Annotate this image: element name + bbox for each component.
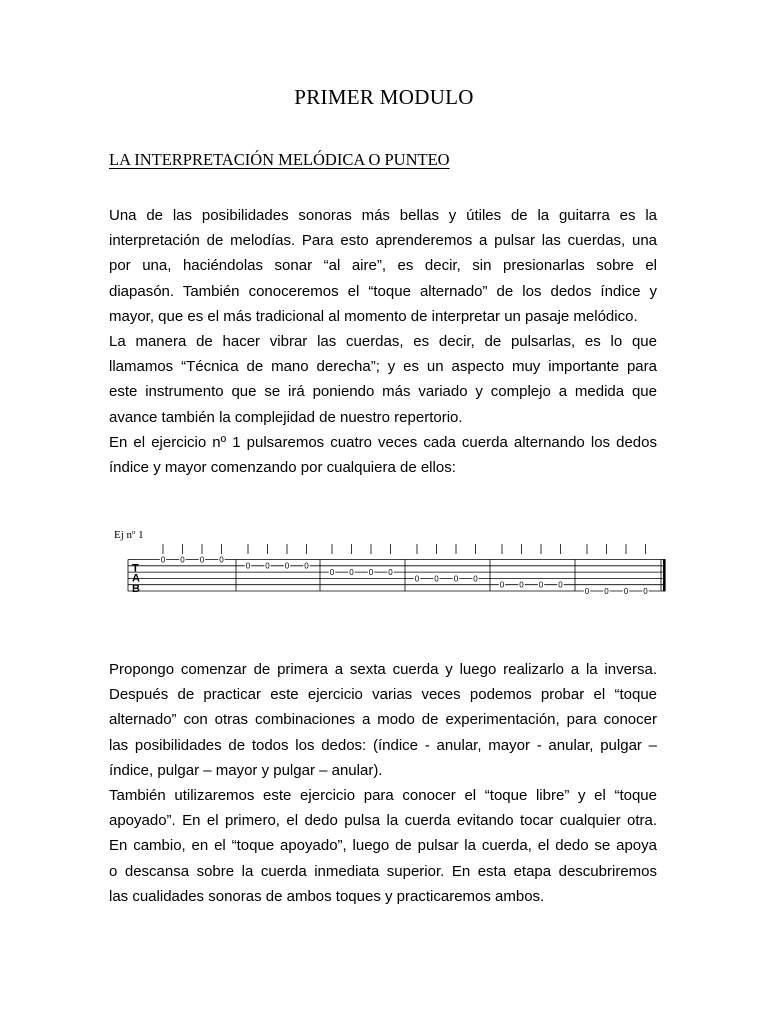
- fret-number: 0: [219, 555, 224, 565]
- text-line: También utilizaremos este ejercicio para conocer el “toque libre” y el “toque: [109, 786, 657, 804]
- exercise-label: Ej nº 1: [114, 529, 144, 541]
- fret-number: 0: [643, 586, 648, 596]
- fret-number: 0: [349, 568, 354, 577]
- fret-number: 0: [388, 568, 393, 577]
- fret-number: 0: [453, 574, 459, 584]
- tab-letter-b: B: [132, 583, 140, 595]
- text-line: interpretación de melodías. Para esto aprenderemos a pulsar las cuerdas, una: [109, 232, 657, 250]
- fret-number: 0: [473, 574, 478, 584]
- fret-number: 0: [538, 580, 544, 590]
- text-line: Propongo comenzar de primera a sexta cuerda y luego realizarlo a la inversa.: [109, 661, 657, 678]
- text-line: las cualidades sonoras de ambos toques y practicaremos ambos.: [109, 887, 545, 905]
- final-barline-thick: [663, 559, 666, 591]
- text-line: Después de practicar este ejercicio varias veces podemos probar el “toque: [109, 686, 657, 704]
- text-line: o descansa sobre la cuerda inmediata superior. En esta etapa descubriremos: [109, 862, 657, 880]
- text-line: índice, pulgar – mayor y pulgar – anular).: [109, 761, 383, 779]
- text-line: este instrumento que se irá poniendo más variado y complejo a medida que: [109, 383, 657, 401]
- fret-number: 0: [265, 561, 270, 571]
- text-line: diapasón. También conoceremos el “toque alternado” de los dedos índice y: [109, 282, 657, 300]
- fret-number: 0: [584, 586, 590, 596]
- tab-letter-t: T: [132, 562, 139, 575]
- text-line: En el ejercicio nº 1 pulsaremos cuatro veces cada cuerda alternando los dedos: [109, 433, 657, 451]
- fret-number: 0: [368, 568, 374, 577]
- fret-number: 0: [499, 580, 505, 590]
- text-line: mayor, que es el más tradicional al momento de interpretar un pasaje melódico.: [109, 307, 638, 325]
- text-line: índice y mayor comenzando por cualquiera de ellos:: [109, 458, 456, 476]
- paragraph-intro: [109, 203, 657, 480]
- fret-number: 0: [519, 580, 524, 590]
- paragraph-practice: [109, 657, 657, 909]
- tab-letter-a: A: [132, 572, 140, 585]
- fret-number: 0: [414, 574, 420, 584]
- tablature-staff: [108, 522, 668, 604]
- text-line: En cambio, en el “toque apoyado”, luego de pulsar la cuerda, el dedo se apoya: [109, 837, 657, 855]
- fret-number: 0: [604, 586, 609, 596]
- fret-number: 0: [245, 561, 251, 571]
- fret-number: 0: [558, 580, 563, 590]
- text-line: Una de las posibilidades sonoras más bellas y útiles de la guitarra es la: [109, 207, 657, 224]
- text-line: llamamos “Técnica de mano derecha”; y es un aspecto muy importante para: [109, 358, 657, 376]
- section-heading: LA INTERPRETACIÓN MELÓDICA O PUNTEO: [109, 150, 450, 169]
- fret-number: 0: [199, 555, 205, 565]
- fret-number: 0: [304, 561, 309, 571]
- text-line: las posibilidades de todos los dedos: (índice - anular, mayor - anular, pulgar –: [109, 736, 657, 754]
- text-line: La manera de hacer vibrar las cuerdas, es decir, de pulsarlas, es lo que: [109, 332, 657, 350]
- text-line: alternado” con otras combinaciones a modo de experimentación, para conocer: [109, 711, 657, 729]
- text-line: por una, haciéndolas sonar “al aire”, es decir, sin presionarlas sobre el: [109, 257, 657, 275]
- text-line: avance también la complejidad de nuestro repertorio.: [109, 408, 463, 426]
- tablature-exercise-1: [108, 522, 668, 604]
- page-title: PRIMER MODULO: [294, 85, 474, 109]
- fret-number: 0: [623, 586, 629, 596]
- fret-number: 0: [180, 555, 185, 565]
- text-line: apoyado”. En el primero, el dedo pulsa la cuerda evitando tocar cualquier otra.: [109, 812, 657, 830]
- fret-number: 0: [284, 561, 290, 571]
- fret-number: 0: [329, 568, 335, 577]
- fret-number: 0: [160, 555, 166, 565]
- fret-number: 0: [434, 574, 439, 584]
